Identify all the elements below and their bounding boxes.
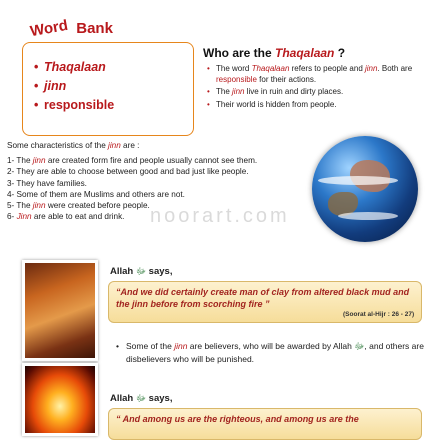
characteristic-item: 6- Jinn are able to eat and drink. bbox=[7, 212, 125, 222]
word-bank-item: • jinn bbox=[34, 77, 114, 96]
word-bank-item: • Thaqalaan bbox=[34, 58, 114, 77]
desert-clay-image bbox=[22, 260, 98, 361]
characteristic-item: 5- The jinn were created before people. bbox=[7, 201, 150, 211]
word-bank-title: Word Bank bbox=[28, 16, 113, 41]
characteristics-intro: Some characteristics of the jinn are : bbox=[7, 141, 140, 150]
honorific-icon: ﷻ bbox=[135, 266, 147, 276]
honorific-icon: ﷻ bbox=[354, 341, 365, 351]
verse-text: “ And among us are the righteous, and among us are the bbox=[116, 414, 359, 424]
earth-cloud bbox=[318, 176, 398, 185]
verse-reference: (Soorat al-Hijr : 26 - 27) bbox=[343, 311, 415, 318]
earth-cloud bbox=[338, 212, 398, 220]
characteristic-item: 4- Some of them are Muslims and others are not. bbox=[7, 189, 185, 199]
characteristic-item: 3- They have families. bbox=[7, 178, 87, 188]
watermark: noorart.com bbox=[150, 205, 290, 227]
question-bullet: • The jinn live in ruin and dirty places. bbox=[207, 87, 422, 98]
verse-text: “And we did certainly create man of clay from altered black mud and the jinn before from scorching fire ” bbox=[116, 287, 410, 309]
verse-speaker: Allah ﷻ says, bbox=[110, 393, 173, 404]
question-bullet: • Their world is hidden from people. bbox=[207, 100, 422, 111]
fire-image bbox=[22, 363, 98, 436]
word-bank-list bbox=[34, 58, 114, 115]
characteristic-item: 2- They are able to choose between good and bad just like people. bbox=[7, 167, 249, 177]
believers-bullet: • Some of the jinn are believers, who will be awarded by Allah ﷻ, and others are disbelievers who will be punished. bbox=[116, 340, 426, 365]
question-bullet: • The word Thaqalaan refers to people and jinn. Both are responsible for their actions. bbox=[207, 64, 422, 85]
question-bullets bbox=[207, 64, 422, 112]
verse-speaker: Allah ﷻ says, bbox=[110, 266, 173, 277]
characteristic-item: 1- The jinn are created form fire and people usually cannot see them. bbox=[7, 156, 258, 165]
question-title: Who are the Thaqalaan ? bbox=[203, 46, 346, 60]
word-bank-item: • responsible bbox=[34, 96, 114, 115]
honorific-icon: ﷻ bbox=[135, 393, 147, 403]
